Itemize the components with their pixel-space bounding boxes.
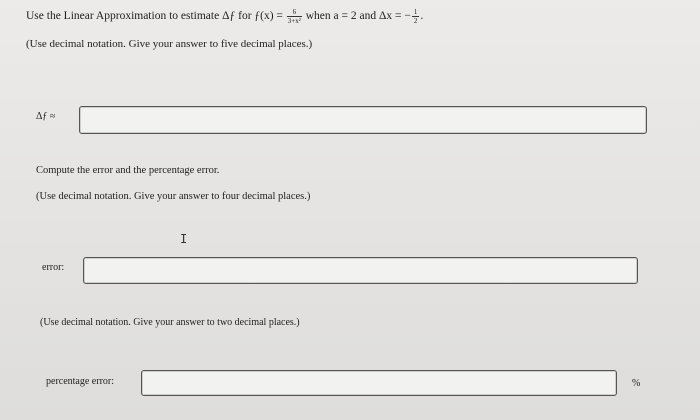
percentage-error-label: percentage error: [46, 376, 115, 387]
function-fraction [287, 8, 302, 25]
dx-fraction [412, 8, 420, 25]
instruction-two-decimals: (Use decimal notation. Give your answer to two decimal places.) [40, 317, 300, 328]
dx-numerator: 1 [413, 8, 418, 16]
delta-f-label: Δƒ ≈ [36, 111, 56, 122]
function-denominator: 3+x² [287, 17, 301, 25]
question-text [26, 8, 423, 25]
question-middle: when a = 2 and Δx = − [305, 10, 411, 23]
text-cursor-icon: I [180, 232, 188, 246]
delta-f-input[interactable] [79, 106, 647, 134]
question-suffix: . [420, 10, 424, 23]
dx-denominator: 2 [413, 17, 418, 25]
error-input[interactable] [83, 257, 638, 284]
compute-error-text: Compute the error and the percentage error. [36, 165, 220, 176]
percentage-error-input[interactable] [141, 370, 617, 396]
error-label: error: [42, 262, 65, 273]
function-numerator: 6 [287, 8, 302, 17]
instruction-five-decimals: (Use decimal notation. Give your answer to five decimal places.) [26, 38, 313, 50]
question-prefix: Use the Linear Approximation to estimate Δƒ for ƒ(x) = [26, 10, 283, 23]
instruction-four-decimals: (Use decimal notation. Give your answer to four decimal places.) [36, 191, 311, 202]
percent-sign: % [632, 378, 641, 389]
